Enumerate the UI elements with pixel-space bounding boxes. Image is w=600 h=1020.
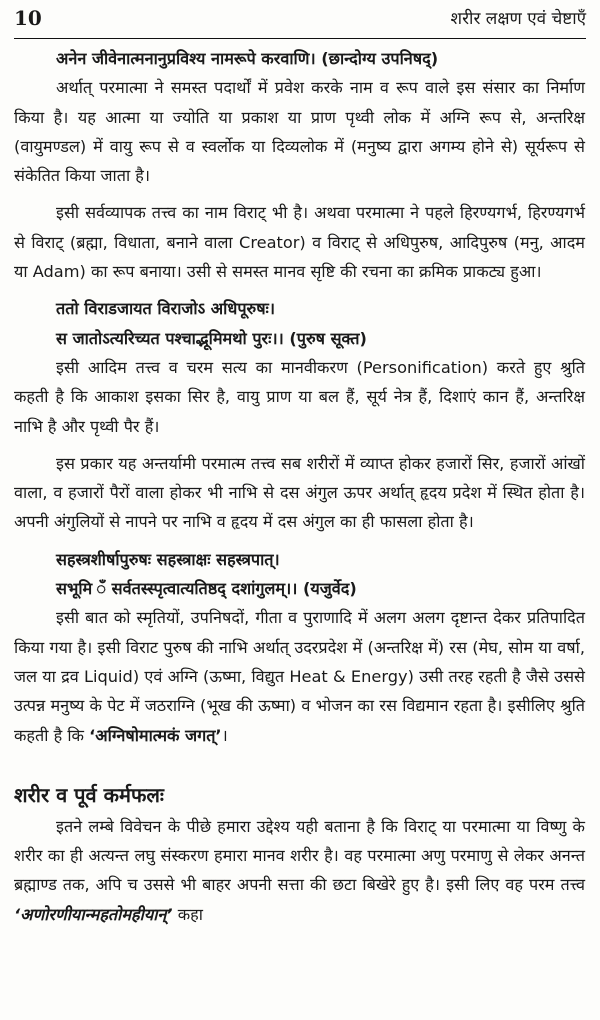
verse-yajurveda-line1: सहस्त्रशीर्षापुरुषः सहस्त्राक्षः सहस्त्रपात्। [56, 549, 280, 569]
page-number: 10 [14, 6, 42, 30]
section-heading: शरीर व पूर्व कर्मफलः [14, 782, 164, 807]
verse-purusha-sukta-line2: स जातोऽत्यरिच्यत पश्चाद्भूमिमथो पुरः।। (पुरुष सूक्त) [56, 328, 367, 348]
paragraph: इस प्रकार यह अन्तर्यामी परमात्म तत्त्व सब शरीरों में व्याप्त होकर हजारों सिर, हजारों आंखों वाला, व हजारों पैरों वाला होकर भी नाभि से दस अंगुल ऊपर अर्थात् हृदय प्रदेश में स्थित होता है। अपनी अंगुलियों से नापने पर नाभि व हृदय में दस अंगुल का ही फासला होता है। [14, 453, 585, 532]
header-rule [14, 38, 586, 39]
verse-yajurveda-line2: सभूमि ँ सर्वतस्स्पृत्वात्यतिष्ठद् दशांगुलम्।। (यजुर्वेद) [56, 579, 357, 599]
page-body [14, 44, 585, 929]
verse-purusha-sukta-line1: ततो विराडजायत विराजोऽ अधिपूरुषः। [56, 299, 275, 319]
running-title: शरीर लक्षण एवं चेष्टाएँ [450, 9, 586, 29]
paragraph-text: इतने लम्बे विवेचन के पीछे हमारा उद्देश्य यही बताना है कि विराट् या परमात्मा या विष्णु के शरीर का ही अत्यन्त लघु संस्करण हमारा मानव शरीर है। वह परमात्मा अणु परमाणु से लेकर अनन्त ब्रह्माण्ड तक, अपि च उससे भी बाहर अपनी सत्ता की छटा बिखेरे हुए है। इसी लिए वह परम तत्त्व [14, 816, 585, 895]
paragraph: इसी आदिम तत्त्व व चरम सत्य का मानवीकरण (Personification) करते हुए श्रुति कहती है कि आकाश इसका सिर है, वायु प्राण या बल हैं, सूर्य नेत्र हैं, दिशाएं कान हैं, अन्तरिक्ष नाभि है और पृथ्वी पैर हैं। [14, 357, 585, 436]
page-header [14, 2, 586, 36]
paragraph [14, 812, 585, 929]
paragraph-end: कहा [172, 904, 203, 924]
verse-chandogya: अनेन जीवेनात्मनानुप्रविश्य नामरूपे करवाणि। (छान्दोग्य उपनिषद्) [56, 49, 439, 68]
paragraph-end: । [221, 725, 228, 745]
quote-agnishomatmakam: ‘अग्निषोमात्मकं जगत्’ [89, 725, 222, 745]
paragraph [14, 603, 585, 749]
paragraph-text: इसी बात को स्मृतियों, उपनिषदों, गीता व पुराणादि में अलग अलग दृष्टान्त देकर प्रतिपादित किया गया है। इसी विराट पुरुष की नाभि अर्थात् उदरप्रदेश में (अन्तरिक्ष में) रस (मेघ, सोम या वर्षा, जल या द्रव Liquid) एवं अग्नि (ऊष्मा, विद्युत Heat & Energy) उसी तरह रहती है जैसे उससे उत्पन्न मनुष्य के पेट में जठराग्नि (भूख की ऊष्मा) व भोजन का रस विद्यमान रहता है। इसीलिए श्रुति कहती है कि [14, 608, 585, 745]
paragraph: अर्थात् परमात्मा ने समस्त पदार्थों में प्रवेश करके नाम व रूप वाले इस संसार का निर्माण किया है। यह आत्मा या ज्योति या प्रकाश या प्राण पृथ्वी लोक में अग्नि रूप से, अन्तरिक्ष (वायुमण्डल) में वायु रूप से व स्वर्लोक या दिव्यलोक में (मनुष्य द्वारा अगम्य होने से) सूर्यरूप से संकेतित किया जाता है। [14, 78, 585, 186]
quote-anoraniyan: ‘अणोरणीयान्महतोमहीयान्’ [14, 904, 173, 924]
paragraph: इसी सर्वव्यापक तत्त्व का नाम विराट् भी है। अथवा परमात्मा ने पहले हिरण्यगर्भ, हिरण्यगर्भ से विराट् (ब्रह्मा, विधाता, बनाने वाला Creator) व विराट् से अधिपुरुष, आदिपुरुष (मनु, आदम या Adam) का रूप बनाया। उसी से समस्त मानव सृष्टि की रचना का क्रमिक प्राकट्य हुआ। [14, 203, 585, 282]
